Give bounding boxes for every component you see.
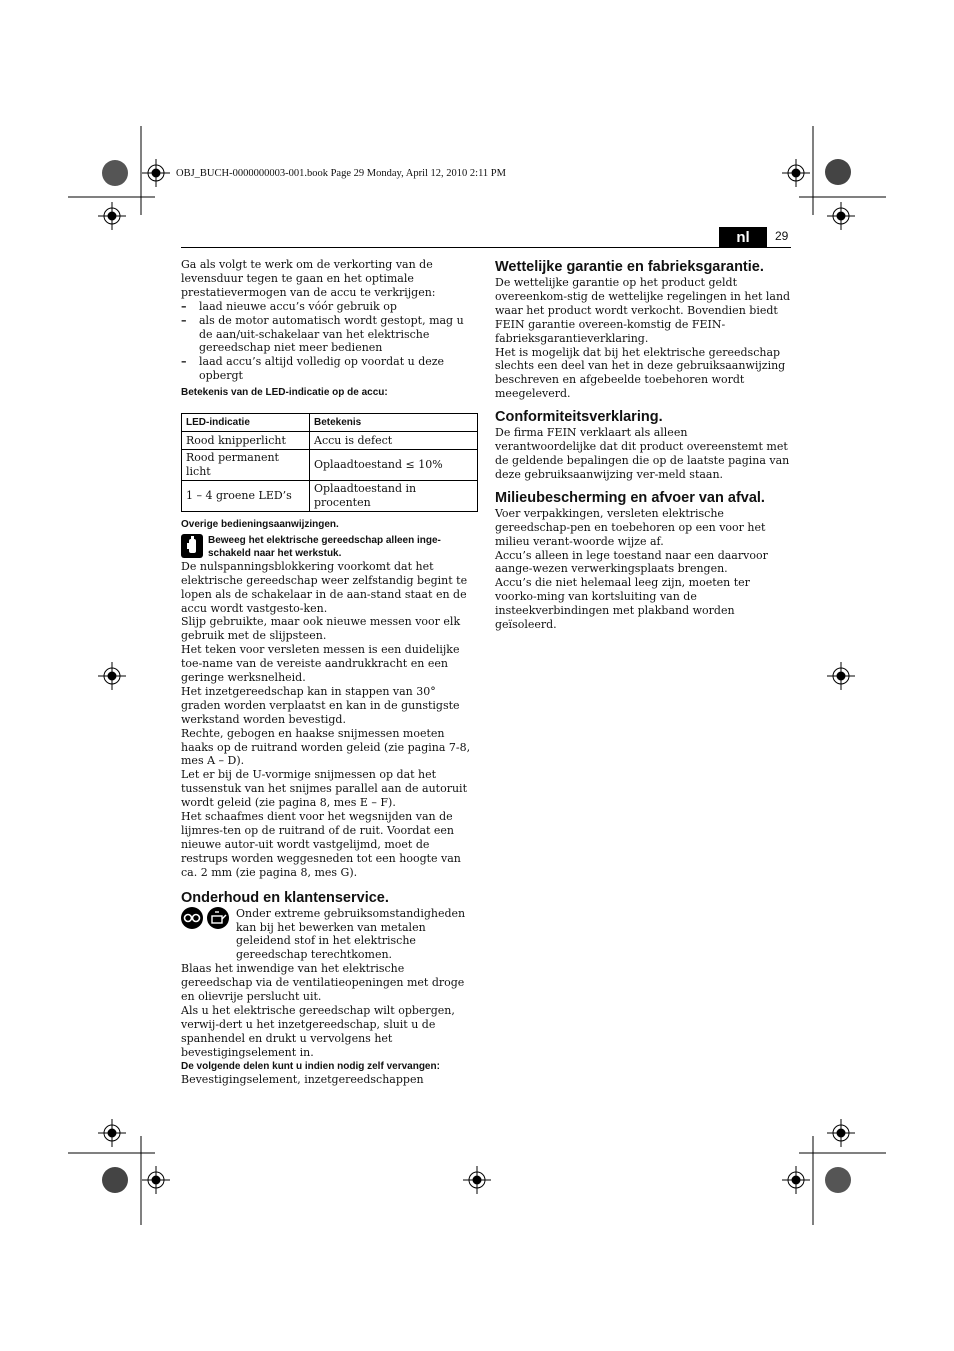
table-row	[182, 450, 478, 481]
ops-paragraph: Rechte, gebogen en haakse snijmessen moeten haaks op de ruitrand worden geleid (zie pagina 7-8, mes A – D).	[181, 726, 471, 768]
parts-heading: De volgende delen kunt u indien nodig zelf vervangen:	[181, 1060, 440, 1072]
power-tool-warning-icon	[181, 534, 203, 558]
safety-goggles-icon	[181, 907, 203, 929]
table-cell: Rood knipperlicht	[182, 432, 310, 450]
list-item: – als de motor automatisch wordt gestopt, mag u de aan/uit-schakelaar van het elektrische gereedschap niet meer bedienen	[181, 313, 464, 355]
ops-paragraph: Slijp gebruikte, maar ook nieuwe messen voor elk gebruik met de slijpsteen.	[181, 615, 461, 643]
ops-paragraph: Let er bij de U-vormige snijmessen op dat het tussenstuk van het snijmes parallel aan de autoruit wordt geleid (zie pagina 8, mes E – F).	[181, 768, 467, 810]
ops-paragraph: Het inzetgereedschap kan in stappen van 30° graden worden verplaatst en kan in de gunstigste werkstand worden bevestigd.	[181, 684, 460, 726]
parts-text: Bevestigingselement, inzetgereedschappen	[181, 1072, 424, 1086]
intro-text: Ga als volgt te werk om de verkorting van de levensduur tegen te gaan en het optimale prestatievermogen van de accu te verkrijgen:	[181, 258, 436, 299]
conformity-text: De firma FEIN verklaart als alleen verantwoordelijke dat dit product overeenstemt met de geldende bepalingen die op de laatste pagina van deze gebruiksaanwijzing ver-meld staan.	[495, 426, 790, 481]
compressed-air-icon	[207, 907, 229, 929]
warranty-paragraph: Het is mogelijk dat bij het elektrische gereedschap slechts een deel van het in deze gebruiksaanwijzing beschreven en afgebeelde toebehoren wordt meegeleverd.	[495, 345, 786, 401]
warranty-paragraph: De wettelijke garantie op het product geldt overeenkom-stig de wettelijke regelingen in het land waar het product wordt verkocht. Bovendien biedt FEIN garantie overeen-komstig de FEIN-fabrieksgarantieverklaring.	[495, 276, 791, 345]
environment-paragraph: Accu’s die niet helemaal leeg zijn, moeten ter voorko-ming van kortsluiting van de insteekverbindingen met plakband worden geïsoleerd.	[495, 576, 750, 632]
environment-heading: Milieubescherming en afvoer van afval.	[495, 489, 765, 506]
header-rule	[181, 247, 791, 248]
service-paragraph: Als u het elektrische gereedschap wilt opbergen, verwij-dert u het inzetgereedschap, sluit u de spanhendel en drukt u vervolgens het bevestigingselement in.	[181, 1003, 455, 1059]
language-tab: nl	[719, 227, 767, 248]
page-number: 29	[775, 229, 789, 243]
ops-paragraph: Het schaafmes dient voor het wegsnijden van de lijmres-ten op de ruitrand of de ruit. Voordat een nieuwe autor-uit wordt vastgelijmd, moet de restrups worden weggesneden tot een hoogte van ca. 2 mm (zie pagina 8, mes G).	[181, 810, 461, 879]
service-paragraph: Blaas het inwendige van het elektrische gereedschap via de ventilatieopeningen met droge en olievrije perslucht uit.	[181, 962, 465, 1004]
list-item: – laad nieuwe accu’s vóór gebruik op	[181, 299, 397, 313]
table-cell: Oplaadtoestand in procenten	[310, 480, 478, 511]
table-header: LED-indicatie	[182, 414, 310, 432]
ops-paragraph: Het teken voor versleten messen is een duidelijke toe-name van de vereiste aandrukkracht en een geringe werksnelheid.	[181, 643, 460, 685]
ops-heading: Overige bedieningsaanwijzingen.	[181, 518, 339, 530]
list-item: – laad accu’s altijd volledig op voordat u deze opbergt	[181, 355, 445, 383]
led-heading: Betekenis van de LED-indicatie op de accu:	[181, 387, 388, 399]
table-cell: 1 – 4 groene LED’s	[182, 480, 310, 511]
service-heading: Onderhoud en klantenservice.	[181, 889, 389, 906]
table-row	[182, 480, 478, 511]
print-slug: OBJ_BUCH-0000000003-001.book Page 29 Monday, April 12, 2010 2:11 PM	[176, 168, 506, 179]
dash-marker: –	[181, 313, 187, 327]
table-cell: Oplaadtoestand ≤ 10%	[310, 450, 478, 481]
dash-marker: –	[181, 299, 187, 313]
table-cell: Accu is defect	[310, 432, 478, 450]
warranty-heading: Wettelijke garantie en fabrieksgarantie.	[495, 259, 764, 275]
right-column	[495, 258, 791, 632]
environment-paragraph: Accu’s alleen in lege toestand naar een daarvoor aange-wezen verwerkingsplaats brengen.	[495, 548, 768, 576]
table-header: Betekenis	[310, 414, 478, 432]
ops-paragraph: De nulspanningsblokkering voorkomt dat het elektrische gereedschap weer zelfstandig begint te lopen als de schakelaar in de aan-stand staat en de accu wordt vastgesto-ken.	[181, 559, 468, 615]
conformity-heading: Conformiteitsverklaring.	[495, 409, 663, 426]
dash-marker: –	[181, 355, 187, 369]
service-warning-text: Onder extreme gebruiksomstandigheden kan bij het bewerken van metalen geleidend stof in het elektrische gereedschap terechtkomen.	[236, 906, 466, 962]
left-column	[181, 258, 478, 1087]
battery-tips-list	[181, 300, 478, 383]
ops-warning	[181, 534, 478, 560]
table-row	[182, 432, 478, 450]
service-warning	[181, 907, 478, 963]
table-cell: Rood permanent licht	[182, 450, 310, 481]
led-table	[181, 413, 478, 512]
ops-warning-text: Beweeg het elektrische gereedschap alleen inge-schakeld naar het werkstuk.	[208, 534, 441, 559]
environment-paragraph: Voer verpakkingen, versleten elektrische gereedschap-pen en toebehoren op een voor het milieu verant-woorde wijze af.	[495, 506, 766, 548]
